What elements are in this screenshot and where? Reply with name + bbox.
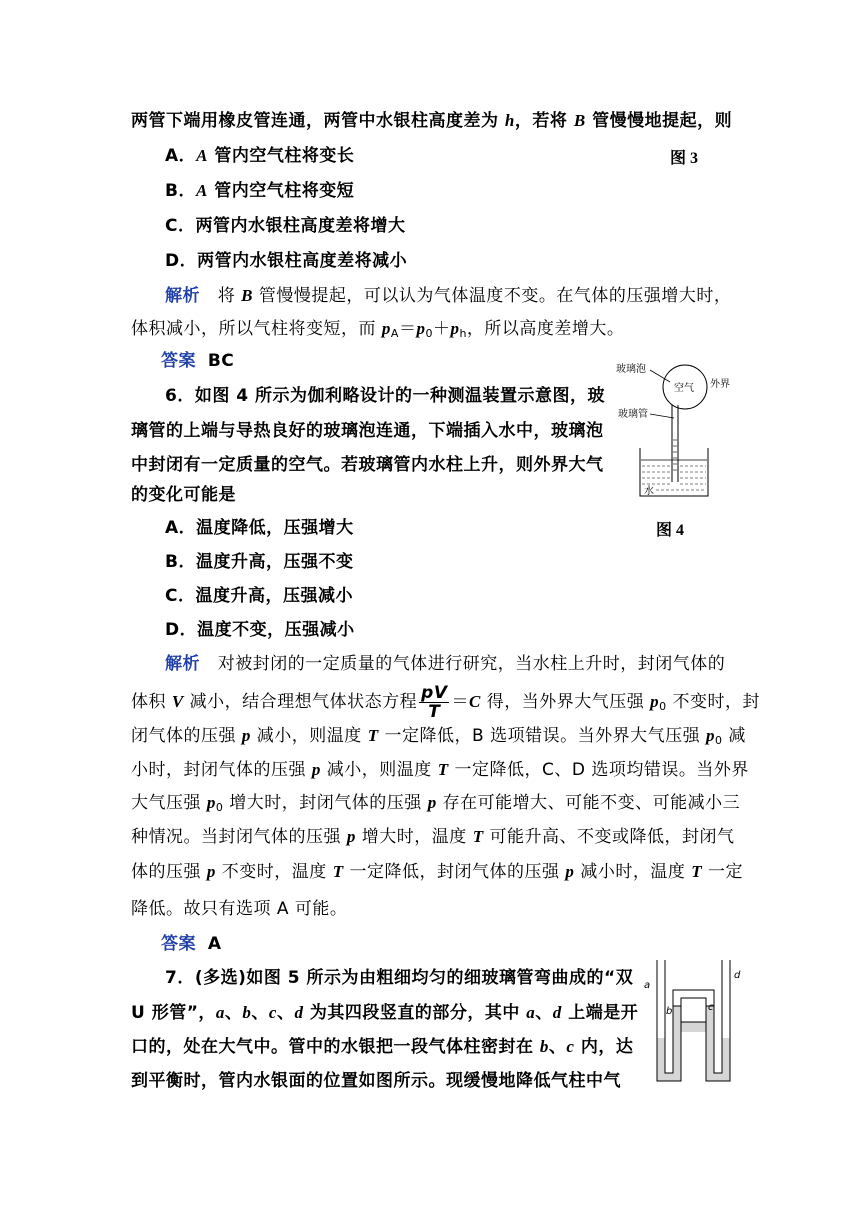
analysis-label: 解析 bbox=[165, 654, 200, 674]
q7-line-4: 到平衡时，管内水银面的位置如图所示。现缓慢地降低气柱中气 bbox=[131, 1071, 621, 1091]
q6-analysis-line-5: 大气压强 $p_0$ 增大时，封闭气体的压强 p 存在可能增大、可能不变、可能减小三 bbox=[131, 793, 741, 814]
figure-3-label: 图 3 bbox=[670, 150, 699, 167]
q6-option-b: B．温度升高，压强不变 bbox=[165, 552, 354, 572]
figure-5-diagram bbox=[640, 958, 744, 1088]
tube-label: 玻璃管 bbox=[618, 409, 648, 420]
q6-option-d: D．温度不变，压强减小 bbox=[165, 620, 355, 640]
q6-stem-line-4: 的变化可能是 bbox=[131, 485, 236, 505]
q6-analysis-line-7: 体的压强 p 不变时，温度 T 一定降低，封闭气体的压强 p 减小时，温度 T 一定 bbox=[131, 862, 744, 882]
q5-stem-tail: 两管下端用橡皮管连通，两管中水银柱高度差为 h，若将 B 管慢慢地提起，则 bbox=[131, 111, 733, 131]
tube-leader-line bbox=[650, 414, 674, 418]
bulb-label: 玻璃泡 bbox=[616, 364, 646, 375]
ideal-gas-fraction: $\frac{pV}{T}$ bbox=[421, 682, 448, 722]
q5-option-d: D．两管内水银柱高度差将减小 bbox=[165, 251, 408, 271]
q5-option-b: B．A 管内空气柱将变短 bbox=[165, 181, 355, 201]
q5-answer bbox=[161, 350, 234, 372]
answer-label: 答案 bbox=[161, 934, 196, 954]
q6-option-c: C．温度升高，压强减小 bbox=[165, 586, 353, 606]
answer-value: A bbox=[207, 934, 222, 954]
label-d: d bbox=[734, 970, 741, 981]
q6-stem-line-2: 璃管的上端与导热良好的玻璃泡连通，下端插入水中，玻璃泡 bbox=[131, 421, 604, 441]
q6-analysis-line-4: 小时，封闭气体的压强 p 减小，则温度 T 一定降低，C、D 选项均错误。当外界 bbox=[131, 760, 749, 780]
q5-option-c: C．两管内水银柱高度差将增大 bbox=[165, 216, 406, 236]
q6-analysis-line-1: 解析 对被封闭的一定质量的气体进行研究，当水柱上升时，封闭气体的 bbox=[165, 654, 726, 674]
q6-answer bbox=[161, 933, 221, 955]
q6-analysis-line-8: 降低。故只有选项 A 可能。 bbox=[131, 899, 348, 919]
q6-stem-line-1: 6．如图 4 所示为伽利略设计的一种测温装置示意图，玻 bbox=[165, 386, 605, 406]
tube-water-column bbox=[673, 435, 678, 482]
analysis-label: 解析 bbox=[165, 286, 200, 306]
q6-analysis-line-6: 种情况。当封闭气体的压强 p 增大时，温度 T 可能升高、不变或降低，封闭气 bbox=[131, 827, 735, 847]
air-label: 空气 bbox=[674, 383, 694, 394]
q5-option-a: A．A 管内空气柱将变长 bbox=[165, 146, 355, 166]
water-label: 水 bbox=[644, 486, 654, 497]
gas-column bbox=[682, 999, 706, 1022]
outside-label: 外界 bbox=[710, 379, 730, 390]
q5-analysis-line-2: 体积减小，所以气柱将变短，而 $p_A=p_0+p_h$，所以高度差增大。 bbox=[131, 319, 625, 340]
answer-value: BC bbox=[207, 351, 235, 371]
q6-option-a: A．温度降低，压强增大 bbox=[165, 518, 354, 538]
q7-line-3: 口的，处在大气中。管中的水银把一段气体柱密封在 b、c 内，达 bbox=[131, 1037, 634, 1057]
figure-4-label: 图 4 bbox=[656, 522, 685, 539]
q6-analysis-line-3: 闭气体的压强 p 减小，则温度 T 一定降低，B 选项错误。当外界大气压强 $p_0$ 减 bbox=[131, 726, 746, 747]
q7-line-1: 7．(多选)如图 5 所示为由粗细均匀的细玻璃管弯曲成的“双 bbox=[165, 968, 634, 988]
figure-4-diagram bbox=[612, 360, 734, 500]
label-c: c bbox=[708, 1002, 714, 1013]
label-b: b bbox=[666, 1006, 673, 1017]
answer-label: 答案 bbox=[161, 351, 196, 371]
bulb-leader-line bbox=[650, 370, 670, 382]
q7-line-2: U 形管”，a、b、c、d 为其四段竖直的部分，其中 a、d 上端是开 bbox=[131, 1003, 639, 1023]
q6-analysis-line-2: 体积 V 减小，结合理想气体状态方程 $\frac{pV}{T}$ ＝C 得，当外界大气压强 $p_0$ 不变时，封 bbox=[131, 682, 761, 722]
label-a: a bbox=[644, 980, 651, 991]
q5-analysis-line-1: 解析 将 B 管慢慢提起，可以认为气体温度不变。在气体的压强增大时， bbox=[165, 286, 732, 306]
q6-stem-line-3: 中封闭有一定质量的空气。若玻璃管内水柱上升，则外界大气 bbox=[131, 455, 604, 475]
